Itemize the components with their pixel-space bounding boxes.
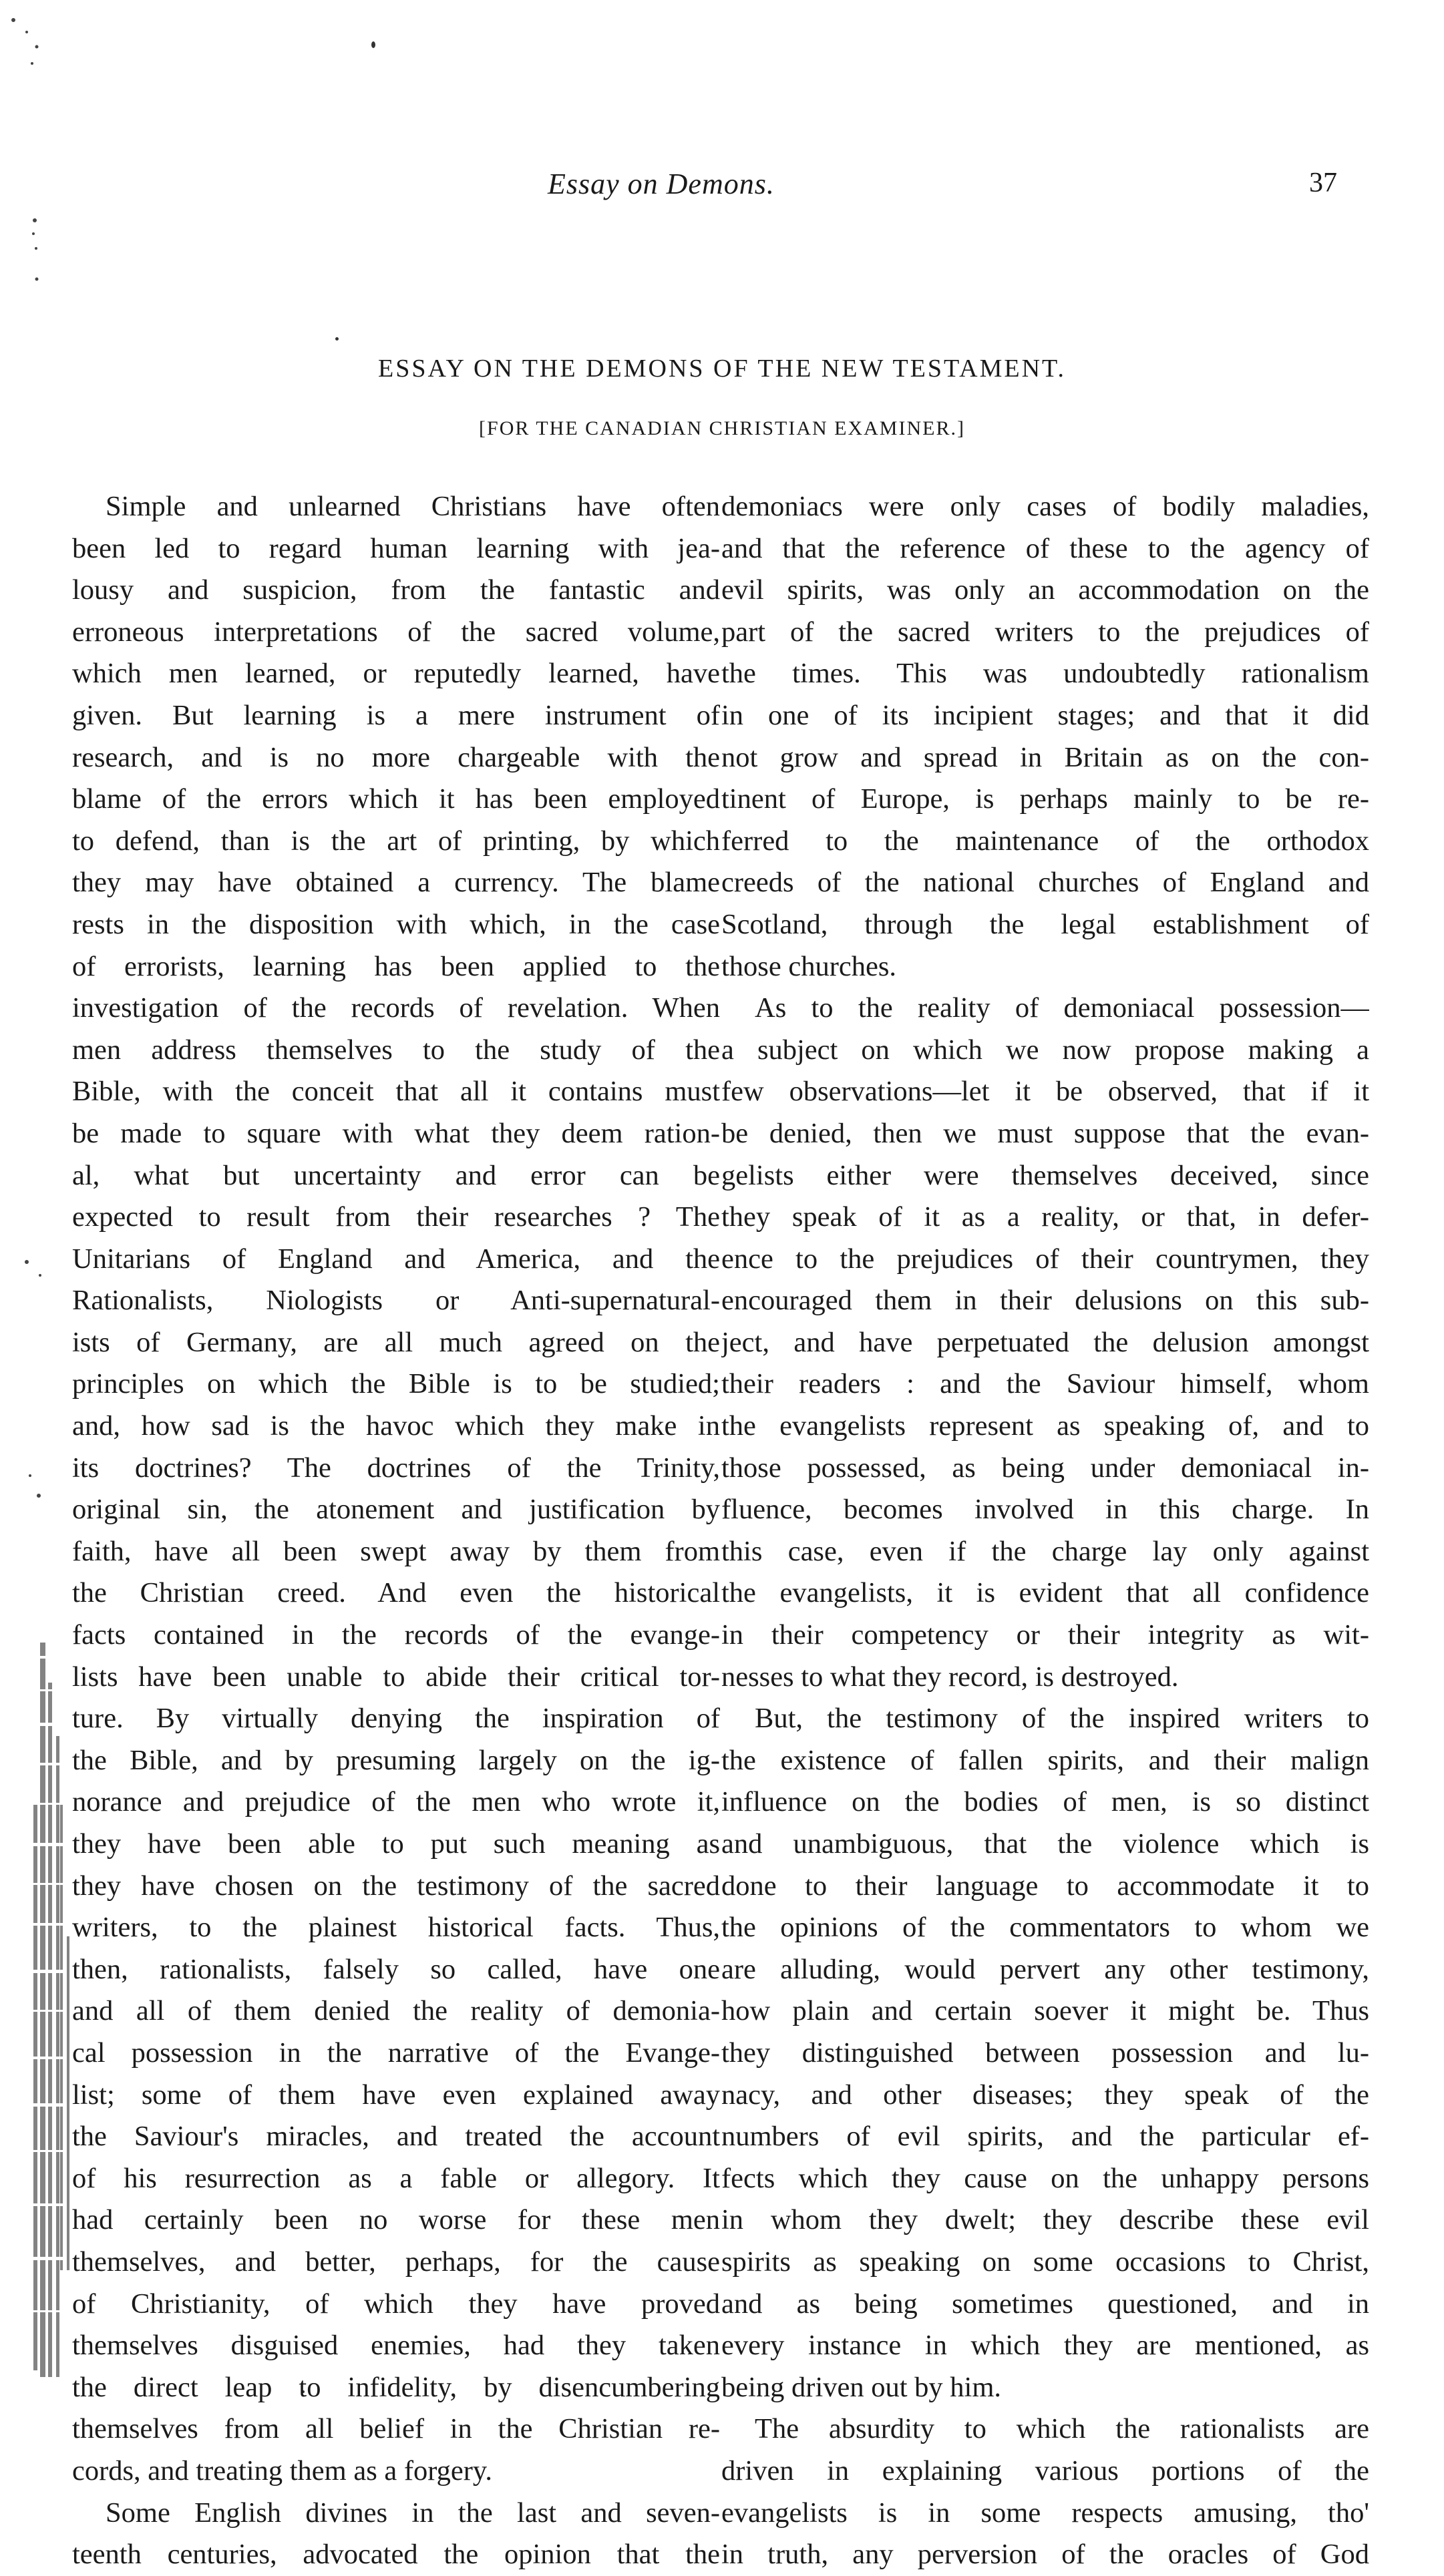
text-line: the Bible, and by presuming largely on the ig- <box>72 1744 720 1776</box>
text-line: the opinions of the commentators to whom we <box>721 1912 1369 1944</box>
text-line: cords, and treating them as a forgery. <box>72 2454 493 2487</box>
text-line: cal possession in the narrative of the Evange- <box>72 2036 720 2069</box>
text-line: blame of the errors which it has been employed <box>72 783 720 815</box>
text-line: ists of Germany, are all much agreed on the <box>72 1326 720 1358</box>
text-line: list; some of them have even explained away <box>72 2079 720 2111</box>
text-line: research, and is no more chargeable with the <box>72 741 720 773</box>
text-line: investigation of the records of revelation. When <box>72 992 720 1024</box>
text-line: writers, to the plainest historical facts. Thus, <box>72 1912 720 1944</box>
text-line: been led to regard human learning with jea- <box>72 532 720 564</box>
text-line: in whom they dwelt; they describe these evil <box>721 2204 1369 2236</box>
text-line: ject, and have perpetuated the delusion amongst <box>721 1326 1369 1358</box>
text-line: driven in explaining various portions of the <box>721 2454 1369 2487</box>
text-line: gelists either were themselves deceived, since <box>721 1159 1369 1191</box>
text-line: spirits as speaking on some occasions to Christ, <box>721 2245 1369 2278</box>
text-line: they may have obtained a currency. The blame <box>72 867 720 899</box>
text-line: al, what but uncertainty and error can be <box>72 1159 720 1191</box>
text-line: rests in the disposition with which, in the case <box>72 908 720 940</box>
text-line: As to the reality of demoniacal possession— <box>755 992 1369 1024</box>
text-line: Bible, with the conceit that all it contains must <box>72 1076 720 1108</box>
text-line: The absurdity to which the rationalists are <box>755 2413 1369 2445</box>
text-line: the direct leap to infidelity, by disencumbering <box>72 2371 720 2403</box>
text-line: this case, even if the charge lay only against <box>721 1535 1369 1567</box>
text-line: Unitarians of England and America, and the <box>72 1243 720 1275</box>
text-line: erroneous interpretations of the sacred volume, <box>72 616 720 648</box>
text-line: original sin, the atonement and justification by <box>72 1494 720 1526</box>
running-head <box>0 167 1444 207</box>
text-line: teenth centuries, advocated the opinion that the <box>72 2539 720 2571</box>
text-line: ence to the prejudices of their countrymen, they <box>721 1243 1369 1275</box>
text-line: themselves disguised enemies, had they taken <box>72 2330 720 2362</box>
text-line: creeds of the national churches of England and <box>721 867 1369 899</box>
text-line: expected to result from their researches ? The <box>72 1201 720 1233</box>
text-line: But, the testimony of the inspired writers to <box>755 1703 1369 1735</box>
ink-speck <box>335 337 339 341</box>
text-line: to defend, than is the art of printing, by which <box>72 825 720 857</box>
text-line: and, how sad is the havoc which they make in <box>72 1410 720 1442</box>
text-line: they speak of it as a reality, or that, in defer- <box>721 1201 1369 1233</box>
text-line: its doctrines? The doctrines of the Trinity, <box>72 1452 720 1484</box>
text-line: Scotland, through the legal establishment of <box>721 908 1369 940</box>
text-line: a subject on which we now propose making a <box>721 1034 1369 1066</box>
text-line: they have been able to put such meaning as <box>72 1828 720 1860</box>
text-line: not grow and spread in Britain as on the con- <box>721 741 1369 773</box>
text-line: done to their language to accommodate it to <box>721 1870 1369 1902</box>
text-line: part of the sacred writers to the prejudices of <box>721 616 1369 648</box>
text-line: tinent of Europe, is perhaps mainly to be re- <box>721 783 1369 815</box>
text-line: they distinguished between possession and lu- <box>721 2036 1369 2069</box>
text-line: in one of its incipient stages; and that it did <box>721 699 1369 731</box>
text-line: in their competency or their integrity as wit- <box>721 1619 1369 1651</box>
text-line: themselves from all belief in the Christian re- <box>72 2413 720 2445</box>
text-line: demoniacs were only cases of bodily maladies, <box>721 491 1369 522</box>
text-line: and as being sometimes questioned, and in <box>721 2288 1369 2320</box>
text-line: the existence of fallen spirits, and their malign <box>721 1744 1369 1776</box>
text-line: in truth, any perversion of the oracles of God <box>721 2539 1369 2571</box>
text-line: Some English divines in the last and seven- <box>106 2497 720 2529</box>
running-title: Essay on Demons. <box>548 168 775 200</box>
text-line: Simple and unlearned Christians have often <box>106 491 720 522</box>
article-source: [FOR THE CANADIAN CHRISTIAN EXAMINER.] <box>479 417 965 439</box>
text-column-left <box>72 486 720 2576</box>
text-line: those churches. <box>721 950 896 982</box>
text-line: of Christianity, of which they have proved <box>72 2288 720 2320</box>
text-line: the times. This was undoubtedly rationalism <box>721 658 1369 690</box>
text-line: few observations—let it be observed, that if it <box>721 1076 1369 1108</box>
text-line: ferred to the maintenance of the orthodox <box>721 825 1369 857</box>
text-line: and that the reference of these to the agency of <box>721 532 1369 564</box>
ink-speck <box>371 41 375 48</box>
text-line: being driven out by him. <box>721 2371 1002 2403</box>
article-title: ESSAY ON THE DEMONS OF THE NEW TESTAMENT. <box>378 355 1066 383</box>
text-line: the Saviour's miracles, and treated the account <box>72 2121 720 2153</box>
text-line: nacy, and other diseases; they speak of the <box>721 2079 1369 2111</box>
text-line: of his resurrection as a fable or allegory. It <box>72 2162 720 2194</box>
text-line: principles on which the Bible is to be studied; <box>72 1368 720 1400</box>
text-line: and all of them denied the reality of demonia- <box>72 1995 720 2027</box>
text-line: norance and prejudice of the men who wrote it, <box>72 1786 720 1818</box>
text-line: are alluding, would pervert any other testimony, <box>721 1953 1369 1985</box>
text-line: those possessed, as being under demoniacal in- <box>721 1452 1369 1484</box>
text-line: encouraged them in their delusions on this sub- <box>721 1285 1369 1317</box>
text-line: every instance in which they are mentioned, as <box>721 2330 1369 2362</box>
text-line: the Christian creed. And even the historical <box>72 1577 720 1609</box>
text-line: the evangelists, it is evident that all confidence <box>721 1577 1369 1609</box>
text-line: which men learned, or reputedly learned, have <box>72 658 720 690</box>
text-line: be denied, then we must suppose that the evan- <box>721 1117 1369 1149</box>
text-line: of errorists, learning has been applied to the <box>72 950 720 982</box>
text-line: lousy and suspicion, from the fantastic and <box>72 574 720 606</box>
text-line: then, rationalists, falsely so called, have one <box>72 1953 720 1985</box>
text-line: evil spirits, was only an accommodation on the <box>721 574 1369 606</box>
text-line: numbers of evil spirits, and the particular ef- <box>721 2121 1369 2153</box>
text-line: evangelists is in some respects amusing, tho' <box>721 2497 1369 2529</box>
text-line: themselves, and better, perhaps, for the cause <box>72 2245 720 2278</box>
text-line: fects which they cause on the unhappy persons <box>721 2162 1369 2194</box>
text-line: Rationalists, Niologists or Anti-supernatural- <box>72 1285 720 1317</box>
text-line: how plain and certain soever it might be. Thus <box>721 1995 1369 2027</box>
text-line: influence on the bodies of men, is so distinct <box>721 1786 1369 1818</box>
text-line: men address themselves to the study of the <box>72 1034 720 1066</box>
text-line: given. But learning is a mere instrument of <box>72 699 720 731</box>
text-line: be made to square with what they deem ration- <box>72 1117 720 1149</box>
page-number: 37 <box>1309 168 1337 198</box>
text-line: lists have been unable to abide their critical tor- <box>72 1661 720 1693</box>
text-line: faith, have all been swept away by them from <box>72 1535 720 1567</box>
text-line: nesses to what they record, is destroyed. <box>721 1661 1179 1693</box>
text-line: their readers : and the Saviour himself, whom <box>721 1368 1369 1400</box>
text-line: facts contained in the records of the evange- <box>72 1619 720 1651</box>
text-line: ture. By virtually denying the inspiration of <box>72 1703 720 1735</box>
text-line: fluence, becomes involved in this charge. In <box>721 1494 1369 1526</box>
text-line: and unambiguous, that the violence which is <box>721 1828 1369 1860</box>
text-line: they have chosen on the testimony of the sacred <box>72 1870 720 1902</box>
text-line: the evangelists represent as speaking of, and to <box>721 1410 1369 1442</box>
text-column-right <box>721 486 1369 2576</box>
text-line: had certainly been no worse for these men <box>72 2204 720 2236</box>
